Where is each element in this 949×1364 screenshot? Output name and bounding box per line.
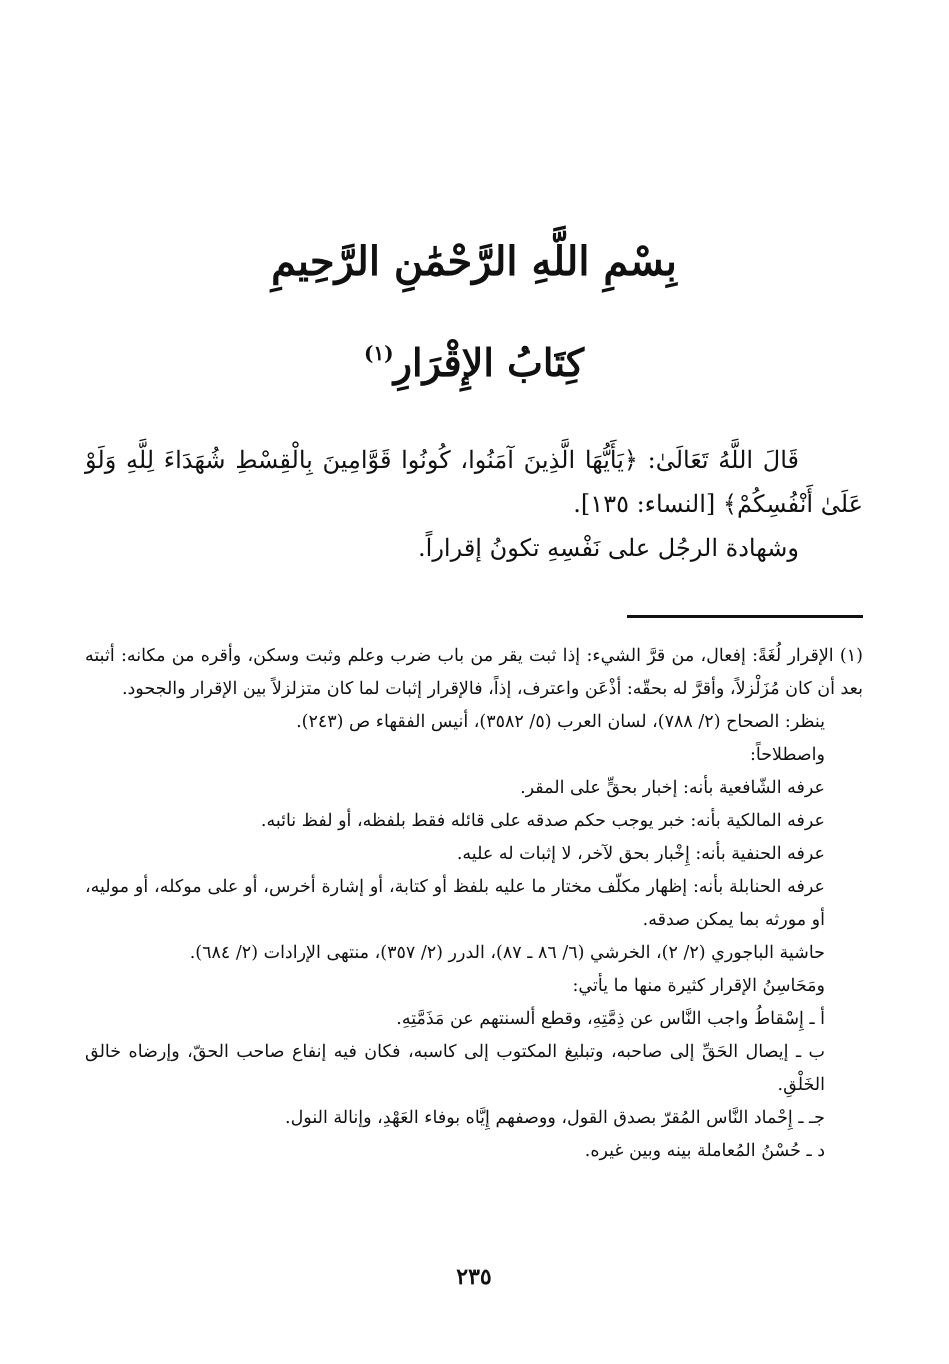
footnote-technical-heading: واصطلاحاً:	[749, 745, 825, 765]
chapter-title-text: كِتَابُ الإِقْرَارِ	[393, 340, 585, 385]
book-page	[85, 0, 863, 1364]
footnote-merits-heading: ومَحَاسِنُ الإقرار كثيرة منها ما يأتي:	[572, 976, 825, 996]
footnote-shafii-definition: عرفه الشّافعية بأنه: إخبار بحقٍّ على المقر.	[520, 778, 825, 798]
page-number: ٢٣٥	[456, 1264, 492, 1290]
footnote-merit-a: أ ـ إِسْقاطُ واجب النَّاس عن ذِمَّتِهِ، وقطع ألسنتهم عن مَذَمَّتِهِ.	[396, 1009, 825, 1029]
testimony-paragraph: وشهادة الرجُل على نَفْسِهِ تكونُ إقراراً.	[418, 534, 799, 562]
footnote-maliki-definition: عرفه المالكية بأنه: خبر يوجب حكم صدقه على قائله فقط بلفظه، أو لفظ نائبه.	[260, 811, 825, 831]
main-text	[85, 438, 863, 570]
quran-verse-paragraph: قَالَ اللَّهُ تَعَالَىٰ: ﴿يَأَيُّهَا الَّذِينَ آمَنُوا، كُونُوا قَوَّامِينَ بِالْقِسْطِ شُهَدَاءَ لِلَّهِ وَلَوْ عَلَىٰ أَنْفُسِكُمْ﴾ [النساء: ١٣٥].	[85, 446, 863, 518]
footnote-separator	[627, 615, 863, 618]
footnote-sources-line: حاشية الباجوري (٢/ ٢)، الخرشي (٦/ ٨٦ ـ ٨٧)، الدرر (٢/ ٣٥٧)، منتهى الإرادات (٢/ ٦٨٤).	[189, 943, 825, 963]
footnote-merit-b: ب ـ إيصال الحَقِّ إلى صاحبه، وتبليغ المكتوب إلى كاسبه، فكان فيه إنفاع صاحب الحقّ، وإرضاه خالق الخَلْقِ.	[85, 1042, 825, 1095]
footnote-hanbali-definition: عرفه الحنابلة بأنه: إظهار مكلّف مختار ما عليه بلفظ أو كتابة، أو إشارة أخرس، أو على موكله، أو موليه، أو مورثه بما يمكن صدقه.	[85, 877, 825, 930]
footnote-reference-line: ينظر: الصحاح (٢/ ٧٨٨)، لسان العرب (٥/ ٣٥٨٢)، أنيس الفقهاء ص (٢٤٣).	[296, 712, 825, 732]
footnote-marker: (١)	[363, 341, 394, 365]
basmala-heading: بِسْمِ اللَّهِ الرَّحْمَٰنِ الرَّحِيمِ	[271, 238, 677, 285]
footnote-definition-lexical: (١) الإقرار لُغَةً: إفعال، من قرَّ الشيء: إذا ثبت يقر من باب ضرب وعلم وثبت وسكن، وأقره من مكانه: أثبته بعد أن كان مُزَلْزلاً، وأقرَّ له بحقّه: أذْعَن واعترف، إذاً، فالإقرار إثبات لما كان متزلزلاً بين الإقرار والجحود.	[85, 646, 863, 699]
footnotes-section	[85, 640, 863, 1168]
footnote-hanafi-definition: عرفه الحنفية بأنه: إِخْبار بحق لآخر، لا إثبات له عليه.	[456, 844, 825, 864]
footnote-merit-d: د ـ حُسْنُ المُعاملة بينه وبين غيره.	[584, 1141, 825, 1161]
footnote-merit-c: جـ ـ إِحْماد النَّاس المُقرّ بصدق القول، ووصفهم إِيَّاه بوفاء العَهْدِ، وإنالة النول.	[285, 1108, 825, 1128]
chapter-title	[85, 323, 863, 393]
